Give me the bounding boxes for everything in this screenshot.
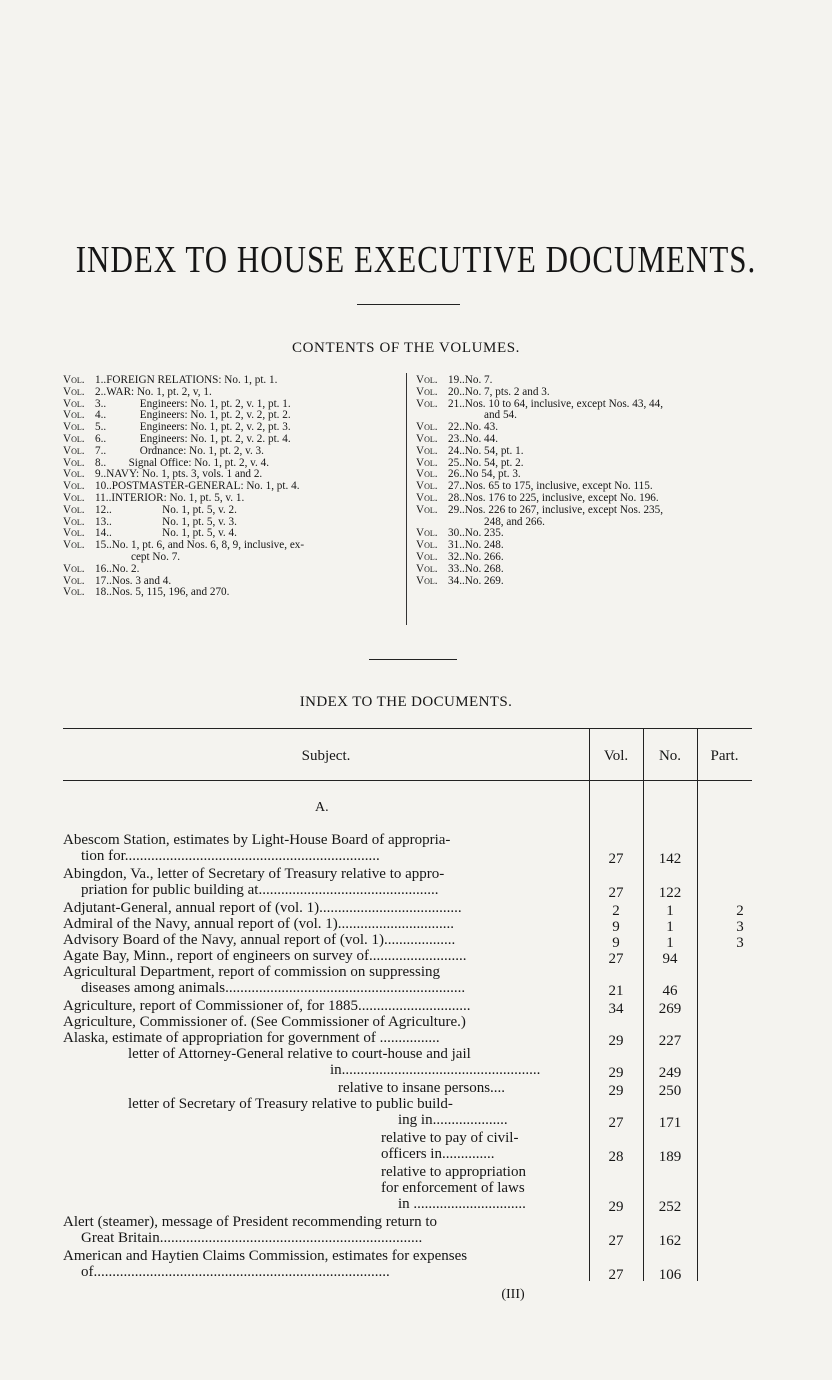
- volume-description: 2..WAR: No. 1, pt. 2, v, 1.: [95, 385, 212, 398]
- volume-label: Vol.: [63, 421, 85, 434]
- entry-vol: 27: [608, 1233, 624, 1249]
- entry-vol: 28: [608, 1149, 624, 1165]
- volume-description: 4.. Engineers: No. 1, pt. 2, v. 2, pt. 2.: [95, 409, 291, 422]
- entry-no: 249: [658, 1065, 682, 1081]
- volume-description: 23..No. 44.: [448, 433, 499, 445]
- entry-no: 46: [662, 983, 678, 999]
- entry-subject: relative to appropriation: [381, 1164, 526, 1180]
- volume-description: 16..No. 2.: [95, 562, 140, 575]
- entry-no: 1: [666, 935, 674, 951]
- volume-description: 27..Nos. 65 to 175, inclusive, except No. 115.: [448, 480, 653, 493]
- entry-vol: 27: [608, 1115, 624, 1131]
- entry-subject-continuation: tion for....................................................................: [81, 848, 380, 864]
- page-number: (III): [501, 1287, 525, 1302]
- volume-label: Vol.: [416, 433, 438, 445]
- no-header: No.: [658, 748, 682, 764]
- volume-label: Vol.: [416, 374, 438, 386]
- entry-no: 250: [658, 1083, 682, 1099]
- title-rule: [357, 304, 460, 305]
- entry-vol: 29: [608, 1065, 624, 1081]
- volume-description: 11..INTERIOR: No. 1, pt. 5, v. 1.: [95, 492, 245, 504]
- entry-subject: Abescom Station, estimates by Light-House Board of appropria-: [63, 832, 451, 848]
- page-title: INDEX TO HOUSE EXECUTIVE DOCUMENTS.: [75, 238, 757, 281]
- entry-vol: 27: [608, 951, 624, 967]
- volume-description: 20..No. 7, pts. 2 and 3.: [448, 385, 550, 398]
- entry-no: 227: [658, 1033, 682, 1049]
- entry-no: 1: [666, 903, 674, 919]
- entry-subject: letter of Secretary of Treasury relative to public build-: [128, 1096, 453, 1112]
- volume-description: 18..Nos. 5, 115, 196, and 270.: [95, 586, 230, 599]
- volume-label: Vol.: [63, 515, 85, 528]
- entry-part: 3: [736, 935, 744, 951]
- entry-no: 106: [658, 1267, 682, 1283]
- volume-description: 248, and 266.: [484, 515, 545, 528]
- volume-description: 25..No. 54, pt. 2.: [448, 456, 524, 469]
- entry-subject-continuation: of...............................................................................: [81, 1264, 390, 1280]
- volume-label: Vol.: [63, 444, 85, 457]
- contents-column-divider: [406, 373, 407, 625]
- volume-label: Vol.: [416, 397, 438, 410]
- volume-label: Vol.: [63, 433, 85, 445]
- volume-description: 7.. Ordnance: No. 1, pt. 2, v. 3.: [95, 444, 264, 457]
- volume-description: 21..Nos. 10 to 64, inclusive, except Nos. 43, 44,: [448, 397, 664, 410]
- volume-description: 24..No. 54, pt. 1.: [448, 444, 524, 457]
- entry-subject: Agriculture, report of Commissioner of, for 1885..............................: [63, 998, 471, 1014]
- entry-no: 142: [658, 851, 682, 867]
- entry-subject-continuation: Great Britain......................................................................: [81, 1230, 423, 1246]
- entry-subject: Agriculture, Commissioner of. (See Commissioner of Agriculture.): [63, 1014, 466, 1030]
- volume-label: Vol.: [63, 492, 85, 504]
- entry-vol: 2: [612, 903, 620, 919]
- volume-label: Vol.: [63, 539, 85, 552]
- volume-description: 9..NAVY: No. 1, pts. 3, vols. 1 and 2.: [95, 468, 263, 481]
- entry-vol: 29: [608, 1083, 624, 1099]
- entry-no: 94: [662, 951, 678, 967]
- volume-description: 15..No. 1, pt. 6, and Nos. 6, 8, 9, inclusive, ex-: [95, 539, 305, 552]
- table-top-rule: [63, 728, 752, 729]
- volume-label: Vol.: [416, 456, 438, 469]
- volume-label: Vol.: [63, 574, 85, 587]
- volume-description: 10..POSTMASTER-GENERAL: No. 1, pt. 4.: [95, 480, 300, 493]
- volume-description: 22..No. 43.: [448, 421, 499, 434]
- volume-label: Vol.: [416, 480, 438, 493]
- entry-no: 171: [658, 1115, 682, 1131]
- entry-vol: 27: [608, 1267, 624, 1283]
- volume-description: 6.. Engineers: No. 1, pt. 2, v. 2. pt. 4.: [95, 433, 291, 445]
- volume-label: Vol.: [416, 503, 438, 516]
- entry-subject: Abingdon, Va., letter of Secretary of Treasury relative to appro-: [63, 866, 445, 882]
- vol-header: Vol.: [603, 748, 629, 764]
- volume-line: [63, 587, 229, 599]
- volume-label: Vol.: [63, 385, 85, 398]
- volume-label: Vol.: [416, 385, 438, 398]
- entry-subject: Admiral of the Navy, annual report of (vol. 1)...............................: [63, 916, 455, 932]
- entry-vol: 9: [612, 935, 620, 951]
- volume-label: Vol.: [416, 468, 438, 481]
- entry-subject-continuation: priation for public building at................................................: [81, 882, 439, 898]
- entry-part: 3: [736, 919, 744, 935]
- entry-subject: relative to insane persons....: [338, 1080, 506, 1096]
- volume-description: 32..No. 266.: [448, 551, 504, 563]
- volume-label: Vol.: [416, 551, 438, 563]
- volume-description: 30..No. 235.: [448, 527, 504, 540]
- entry-subject: Advisory Board of the Navy, annual report of (vol. 1)...................: [63, 932, 456, 948]
- volume-label: Vol.: [63, 468, 85, 481]
- volume-line: [416, 576, 504, 588]
- volume-label: Vol.: [416, 421, 438, 434]
- entry-subject-continuation: in.....................................................: [330, 1062, 541, 1078]
- volume-description: 31..No. 248.: [448, 539, 504, 552]
- volume-description: 12.. No. 1, pt. 5, v. 2.: [95, 503, 237, 516]
- entry-vol: 29: [608, 1199, 624, 1215]
- volume-description: 5.. Engineers: No. 1, pt. 2, v. 2, pt. 3.: [95, 421, 291, 434]
- volume-label: Vol.: [63, 409, 85, 422]
- volume-description: 1..FOREIGN RELATIONS: No. 1, pt. 1.: [95, 374, 278, 386]
- index-heading: INDEX TO THE DOCUMENTS.: [299, 694, 513, 710]
- entry-subject-continuation: in ..............................: [398, 1196, 526, 1212]
- volume-line: [416, 505, 663, 517]
- entry-subject: Alaska, estimate of appropriation for government of ................: [63, 1030, 440, 1046]
- volume-label: Vol.: [63, 503, 85, 516]
- entry-subject: letter of Attorney-General relative to court-house and jail: [128, 1046, 471, 1062]
- entry-vol: 21: [608, 983, 624, 999]
- entry-no: 162: [658, 1233, 682, 1249]
- volume-label: Vol.: [63, 456, 85, 469]
- entry-subject-continuation: diseases among animals................................................................: [81, 980, 466, 996]
- volume-label: Vol.: [416, 492, 438, 504]
- volume-description: 34..No. 269.: [448, 574, 504, 587]
- entry-no: 252: [658, 1199, 682, 1215]
- volume-description: 28..Nos. 176 to 225, inclusive, except No. 196.: [448, 492, 659, 504]
- entry-subject: Alert (steamer), message of President recommending return to: [63, 1214, 438, 1230]
- volume-label: Vol.: [416, 562, 438, 575]
- volume-label: Vol.: [416, 444, 438, 457]
- volume-description: 19..No. 7.: [448, 374, 493, 386]
- entry-vol: 9: [612, 919, 620, 935]
- volume-description: 13.. No. 1, pt. 5, v. 3.: [95, 515, 237, 528]
- entry-no: 122: [658, 885, 682, 901]
- table-header-rule: [63, 780, 752, 781]
- volume-description: 29..Nos. 226 to 267, inclusive, except Nos. 235,: [448, 503, 664, 516]
- volume-label: Vol.: [63, 480, 85, 493]
- entry-no: 1: [666, 919, 674, 935]
- entry-subject-continuation: for enforcement of laws: [381, 1180, 525, 1196]
- volume-label: Vol.: [416, 574, 438, 587]
- part-column-divider: [697, 729, 698, 1281]
- volume-label: Vol.: [63, 374, 85, 386]
- entry-vol: 27: [608, 851, 624, 867]
- volume-description: 33..No. 268.: [448, 562, 504, 575]
- entry-no: 189: [658, 1149, 682, 1165]
- volume-label: Vol.: [416, 539, 438, 552]
- subject-header: Subject.: [301, 748, 351, 764]
- volume-description: 17..Nos. 3 and 4.: [95, 574, 172, 587]
- contents-heading: CONTENTS OF THE VOLUMES.: [291, 340, 521, 356]
- volume-description: and 54.: [484, 409, 517, 422]
- part-header: Part.: [710, 748, 739, 764]
- entry-subject: Agate Bay, Minn., report of engineers on survey of..........................: [63, 948, 467, 964]
- volume-label: Vol.: [63, 397, 85, 410]
- entry-no: 269: [658, 1001, 682, 1017]
- entry-subject-continuation: ing in....................: [398, 1112, 508, 1128]
- volume-label: Vol.: [416, 527, 438, 540]
- volume-description: 14.. No. 1, pt. 5, v. 4.: [95, 527, 237, 540]
- entry-vol: 27: [608, 885, 624, 901]
- volume-label: Vol.: [63, 586, 85, 599]
- volume-description: 3.. Engineers: No. 1, pt. 2, v. 1, pt. 1.: [95, 397, 291, 410]
- section-letter: A.: [315, 800, 329, 815]
- entry-subject: relative to pay of civil-: [381, 1130, 519, 1146]
- entry-subject-continuation: officers in..............: [381, 1146, 495, 1162]
- entry-vol: 29: [608, 1033, 624, 1049]
- entry-subject: American and Haytien Claims Commission, estimates for expenses: [63, 1248, 468, 1264]
- volume-description: cept No. 7.: [131, 551, 181, 563]
- entry-subject: Agricultural Department, report of commission on suppressing: [63, 964, 441, 980]
- volume-label: Vol.: [63, 527, 85, 540]
- contents-rule: [369, 659, 457, 660]
- entry-subject: Adjutant-General, annual report of (vol. 1)......................................: [63, 900, 462, 916]
- volume-description: 8.. Signal Office: No. 1, pt. 2, v. 4.: [95, 456, 270, 469]
- entry-vol: 34: [608, 1001, 624, 1017]
- volume-description: 26..No 54, pt. 3.: [448, 468, 521, 481]
- entry-part: 2: [736, 903, 744, 919]
- volume-label: Vol.: [63, 562, 85, 575]
